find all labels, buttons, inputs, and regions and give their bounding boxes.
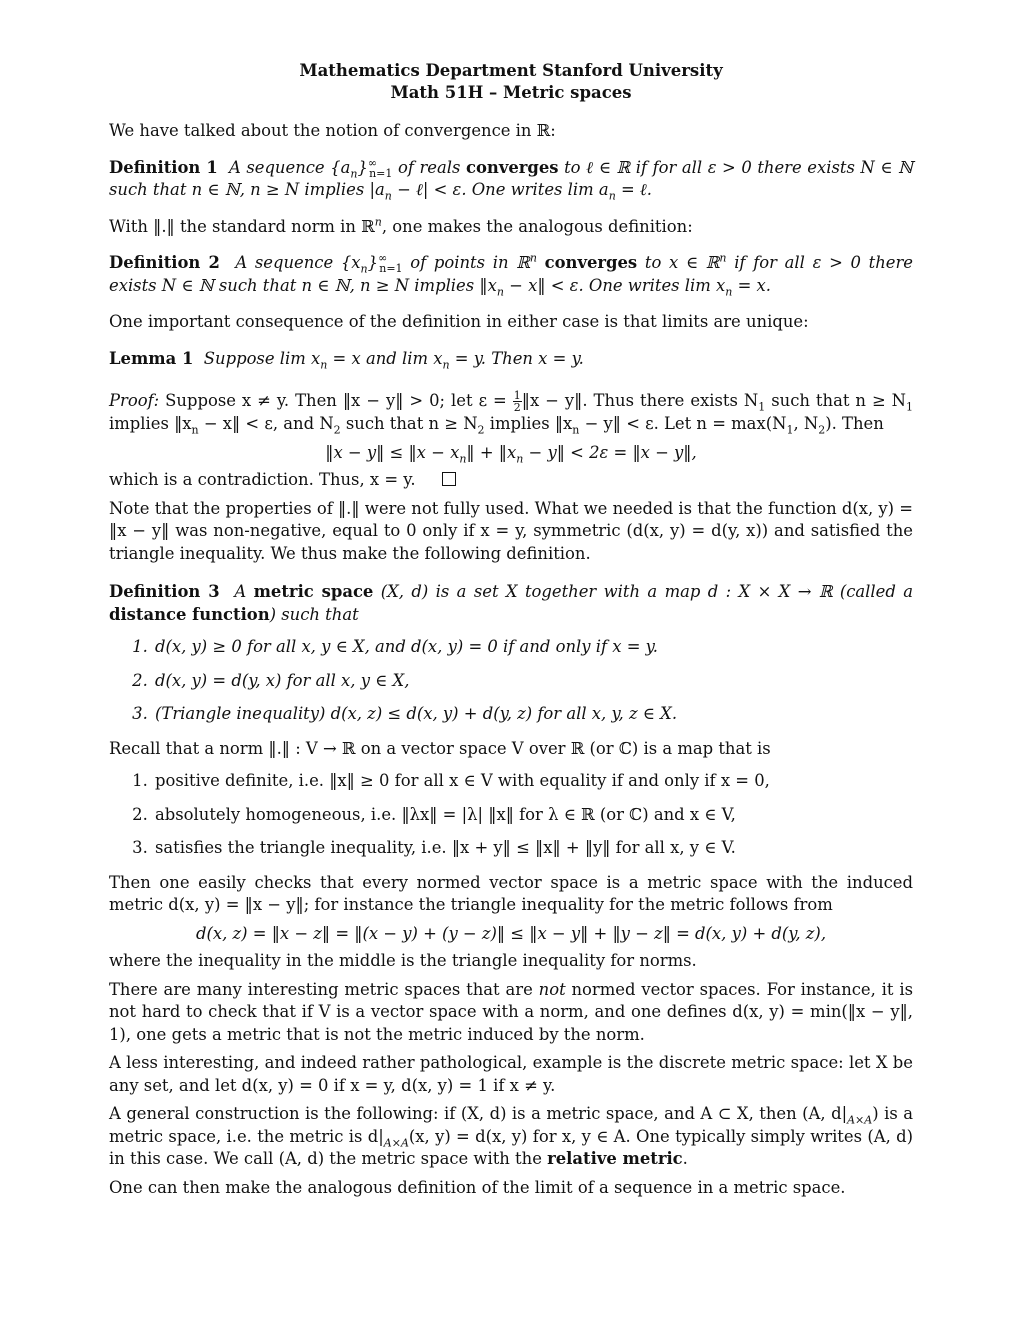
relative-metric-term: relative metric (547, 1149, 683, 1168)
final-paragraph: One can then make the analogous definition of the limit of a sequence in a metric space. (109, 1177, 846, 1197)
converges-term-2: converges (544, 253, 638, 272)
list-item: 1. d(x, y) ≥ 0 for all x, y ∈ X, and d(x, y) = 0 if and only if x = y. (153, 636, 913, 659)
definition-3-label: Definition 3 (109, 582, 220, 601)
not-normed-paragraph: There are many interesting metric spaces that are not normed vector spaces. For instance, it is not hard to check that if V is a vector space with a norm, and one defines d(x, y) = min(‖x − y‖, 1), one gets a metric that is not the metric induced by the norm. (109, 979, 913, 1044)
normed-after-text: where the inequality in the middle is the triangle inequality for norms. (109, 951, 697, 970)
document-header (109, 60, 913, 104)
norm-sentence: With ‖.‖ the standard norm in ℝ$^n$, one makes the analogous definition: (109, 215, 693, 236)
consequence-paragraph: One important consequence of the definition in either case is that limits are unique: (109, 312, 809, 331)
triangle-display-equation: d(x, z) = ‖x − z‖ = ‖(x − y) + (y − z)‖ ≤ ‖x − y‖ + ‖y − z‖ = d(x, y) + d(y, z), (195, 923, 827, 943)
distance-function-term: distance function (109, 604, 270, 624)
header-line-2: Math 51H – Metric spaces (390, 83, 632, 102)
proof-paragraph: Proof: Suppose x ≠ y. Then ‖x − y‖ > 0; let ε = $\frac{1}{2}$ ‖x − y‖. Thus there exists $N_1$ such that $n \ge N_1$ implies $‖x_n$ − x‖ < ε, and $N_2$ such that $n \ge N_2$ implies $‖x_n$ − y‖ < ε. Let $n = \max(N_1$, $N_2$). Then (109, 389, 914, 437)
definition-2: Definition 2 A sequence $\{x_n\}^\infty_{n=1}$ of points in ℝ$^n$ converges to x ∈ ℝ$^n$ if for all ε > 0 there exists N ∈ ℕ such that n ∈ ℕ, n ≥ N implies $‖x_n$ − x‖ < ε. One writes $\lim x_n = x$. (109, 251, 914, 298)
norm-properties-list (109, 770, 913, 860)
document-page (109, 60, 913, 1213)
metric-axioms-list (109, 636, 913, 726)
general-construction-paragraph: A general construction is the following: if (X, d) is a metric space, and A ⊂ X, then (A, $d|_{A\times A}$) is a metric space, i.e. the metric is $d|_{A\times A}(x$, y) = d(x, y) for x, y ∈ A. One typically simply writes (A, d) in this case. We call (A, d) the metric space with the relative metric. (109, 1104, 913, 1168)
definition-3: Definition 3 A metric space (X, d) is a set X together with a map d : X × X → ℝ (called a distance function) such that (109, 582, 913, 624)
proof-label: Proof: (109, 391, 160, 410)
definition-1: Definition 1 A sequence $\{a_n\}^\infty_{n=1}$ of reals converges to ℓ ∈ ℝ if for all ε > 0 there exists N ∈ ℕ such that n ∈ ℕ, n ≥ N implies $|a_n$ − ℓ| < ε. One writes $\lim a_n$ = ℓ. (109, 156, 913, 203)
header-line-1: Mathematics Department Stanford University (299, 61, 723, 80)
normed-space-paragraph: Then one easily checks that every normed vector space is a metric space with the induced metric d(x, y) = ‖x − y‖; for instance the triangle inequality for the metric follows from (109, 872, 913, 914)
converges-term: converges (465, 157, 559, 177)
proof-conclusion: which is a contradiction. Thus, x = y. (109, 469, 913, 492)
definition-2-label: Definition 2 (109, 253, 220, 272)
one-half-fraction: $\frac{1}{2}$ (513, 389, 521, 414)
list-item: 3. satisfies the triangle inequality, i.e. ‖x + y‖ ≤ ‖x‖ + ‖y‖ for all x, y ∈ V. (153, 837, 913, 860)
proof-display-equation: ‖x − y‖ ≤ ‖x − $x_n‖$ + $‖x_n$ − y‖ < 2ε = ‖x − y‖, (325, 442, 697, 465)
list-item: 3. (Triangle inequality) d(x, z) ≤ d(x, y) + d(y, z) for all x, y, z ∈ X. (153, 703, 913, 726)
qed-square-icon (442, 472, 456, 486)
list-item: 1. positive definite, i.e. ‖x‖ ≥ 0 for all x ∈ V with equality if and only if x = 0, (153, 770, 913, 793)
discrete-paragraph: A less interesting, and indeed rather pathological, example is the discrete metric space: let X be any set, and let d(x, y) = 0 if x = y, d(x, y) = 1 if x ≠ y. (109, 1053, 913, 1095)
definition-1-label: Definition 1 (109, 157, 218, 177)
metric-space-term: metric space (253, 582, 374, 601)
norm-recall-intro: Recall that a norm ‖.‖ : V → ℝ on a vector space V over ℝ (or ℂ) is a map that is (109, 738, 771, 758)
list-item: 2. absolutely homogeneous, i.e. ‖λx‖ = |λ| ‖x‖ for λ ∈ ℝ (or ℂ) and x ∈ V, (153, 804, 913, 827)
intro-paragraph: We have talked about the notion of convergence in ℝ: (109, 121, 556, 140)
lemma-1-label: Lemma 1 (109, 348, 194, 368)
note-paragraph: Note that the properties of ‖.‖ were not fully used. What we needed is that the function d(x, y) = ‖x − y‖ was non-negative, equal to 0 only if x = y, symmetric (d(x, y) = d(y, x)) and satisfied the triangle inequality. We thus make the following definition. (109, 498, 914, 563)
lemma-1: Lemma 1 Suppose $\lim x_n = x$ and $\lim x_n = y$. Then x = y. (109, 348, 584, 371)
list-item: 2. d(x, y) = d(y, x) for all x, y ∈ X, (153, 670, 913, 693)
